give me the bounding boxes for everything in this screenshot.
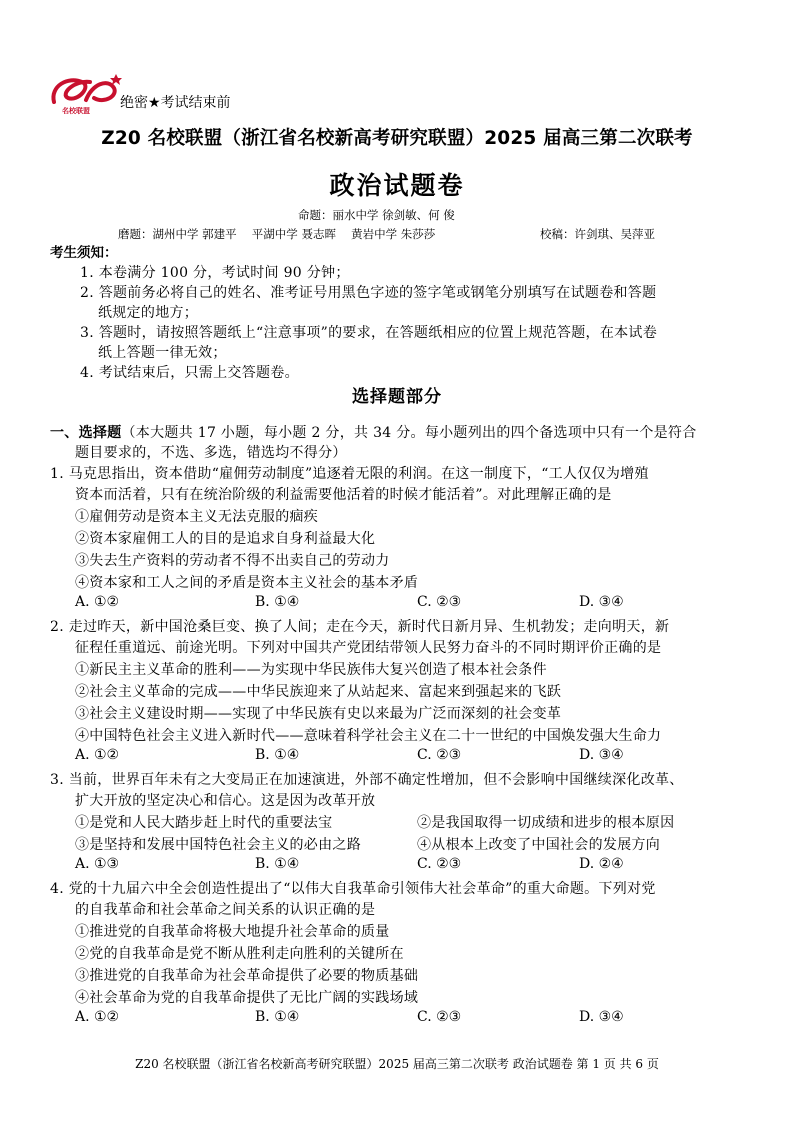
logo-text: 名校联盟	[62, 107, 90, 115]
question-1-stem: 资本而活着，只有在统治阶级的利益需要他活着的时候才能活着”。对此理解正确的是	[75, 487, 612, 503]
question-2-stem: 2. 走过昨天，新中国沧桑巨变、换了人间；走在今天，新时代日新月异、生机勃发；走向明天，新	[50, 619, 670, 635]
option-b[interactable]: B. ①④	[255, 594, 300, 610]
note-line: 2. 答题前务必将自己的姓名、准考证号用黑色字迹的签字笔或钢笔分别填写在试题卷和答题	[80, 285, 657, 301]
question-1-item: ③失去生产资料的劳动者不得不出卖自己的劳动力	[75, 553, 390, 569]
question-4-stem: 的自我革命和社会革命之间关系的认识正确的是	[75, 902, 376, 918]
question-1-item: ②资本家雇佣工人的目的是追求自身利益最大化	[75, 531, 376, 547]
note-line: 纸上答题一律无效；	[98, 345, 227, 361]
proofreaders-credit: 校稿：许剑琪、吴萍亚	[540, 227, 655, 241]
question-3-item: ①是党和人民大踏步赶上时代的重要法宝	[75, 815, 333, 831]
notes-heading: 考生须知：	[50, 245, 118, 261]
option-c[interactable]: C. ②③	[417, 856, 462, 872]
section-intro	[50, 422, 697, 442]
question-4-item: ③推进党的自我革命为社会革命提供了必要的物质基础	[75, 968, 419, 984]
reviewers-credit: 磨题：湖州中学 郭建平 平湖中学 聂志晖 黄岩中学 朱莎莎	[118, 227, 436, 241]
proposer-credit: 命题：丽水中学 徐剑敏、何 俊	[298, 208, 455, 222]
question-4-item: ④社会革命为党的自我革命提供了无比广阔的实践场域	[75, 990, 419, 1006]
option-c[interactable]: C. ②③	[417, 594, 462, 610]
section-title: 选择题部分	[352, 387, 442, 407]
section-intro-text: （本大题共 17 小题，每小题 2 分，共 34 分。每小题列出的四个备选项中只有一个是符合	[121, 425, 697, 441]
question-1-stem: 1. 马克思指出，资本借助“雇佣劳动制度”追逐着无限的利润。在这一制度下，“工人仅仅为增殖	[50, 466, 649, 482]
question-3-item: ②是我国取得一切成绩和进步的根本原因	[417, 815, 675, 831]
question-2-item: ④中国特色社会主义进入新时代——意味着科学社会主义在二十一世纪的中国焕发强大生命力	[75, 728, 662, 744]
option-b[interactable]: B. ①④	[255, 856, 300, 872]
option-c[interactable]: C. ②③	[417, 1009, 462, 1025]
option-a[interactable]: A. ①②	[75, 594, 120, 610]
question-4-item: ①推进党的自我革命将极大地提升社会革命的质量	[75, 924, 390, 940]
option-b[interactable]: B. ①④	[255, 1009, 300, 1025]
question-3-item: ③是坚持和发展中国特色社会主义的必由之路	[75, 837, 361, 853]
league-logo	[48, 72, 128, 118]
question-2-item: ②社会主义革命的完成——中华民族迎来了从站起来、富起来到强起来的飞跃	[75, 684, 562, 700]
option-d[interactable]: D. ③④	[579, 747, 624, 763]
section-intro-line2: 题目要求的，不选、多选，错选均不得分）	[75, 445, 347, 461]
secret-label: 绝密★考试结束前	[120, 95, 231, 111]
option-a[interactable]: A. ①③	[75, 856, 120, 872]
option-a[interactable]: A. ①②	[75, 747, 120, 763]
question-2-stem: 征程任重道远、前途光明。下列对中国共产党团结带领人民努力奋斗的不同时期评价正确的是	[75, 640, 662, 656]
note-line: 1. 本卷满分 100 分，考试时间 90 分钟；	[80, 265, 350, 281]
page-footer: Z20 名校联盟（浙江省名校新高考研究联盟）2025 届高三第二次联考 政治试题卷 第 1 页 共 6 页	[135, 1057, 659, 1071]
section-intro-label: 一、选择题	[50, 425, 122, 441]
question-4-item: ②党的自我革命是党不断从胜利走向胜利的关键所在	[75, 946, 404, 962]
option-a[interactable]: A. ①②	[75, 1009, 120, 1025]
option-c[interactable]: C. ②③	[417, 747, 462, 763]
question-2-item: ③社会主义建设时期——实现了中华民族有史以来最为广泛而深刻的社会变革	[75, 706, 562, 722]
option-d[interactable]: D. ②④	[579, 856, 624, 872]
exam-subject-title: 政治试题卷	[329, 171, 465, 200]
note-line: 4. 考试结束后，只需上交答题卷。	[80, 365, 299, 381]
option-d[interactable]: D. ③④	[579, 1009, 624, 1025]
note-line: 3. 答题时，请按照答题纸上“注意事项”的要求，在答题纸相应的位置上规范答题，在本试卷	[80, 325, 658, 341]
note-line: 纸规定的地方；	[98, 305, 199, 321]
question-2-item: ①新民主主义革命的胜利——为实现中华民族伟大复兴创造了根本社会条件	[75, 662, 547, 678]
question-3-stem: 扩大开放的坚定决心和信心。这是因为改革开放	[75, 793, 376, 809]
option-d[interactable]: D. ③④	[579, 594, 624, 610]
question-1-item: ①雇佣劳动是资本主义无法克服的痼疾	[75, 509, 319, 525]
option-b[interactable]: B. ①④	[255, 747, 300, 763]
question-3-item: ④从根本上改变了中国社会的发展方向	[417, 837, 661, 853]
logo-swirl-icon	[48, 72, 128, 108]
question-3-stem: 3. 当前，世界百年未有之大变局正在加速演进，外部不确定性增加，但不会影响中国继续深化改革、	[50, 772, 684, 788]
question-1-item: ④资本家和工人之间的矛盾是资本主义社会的基本矛盾	[75, 575, 419, 591]
exam-main-title: Z20 名校联盟（浙江省名校新高考研究联盟）2025 届高三第二次联考	[101, 128, 693, 149]
question-4-stem: 4. 党的十九届六中全会创造性提出了“以伟大自我革命引领伟大社会革命”的重大命题。下列对党	[50, 881, 656, 897]
